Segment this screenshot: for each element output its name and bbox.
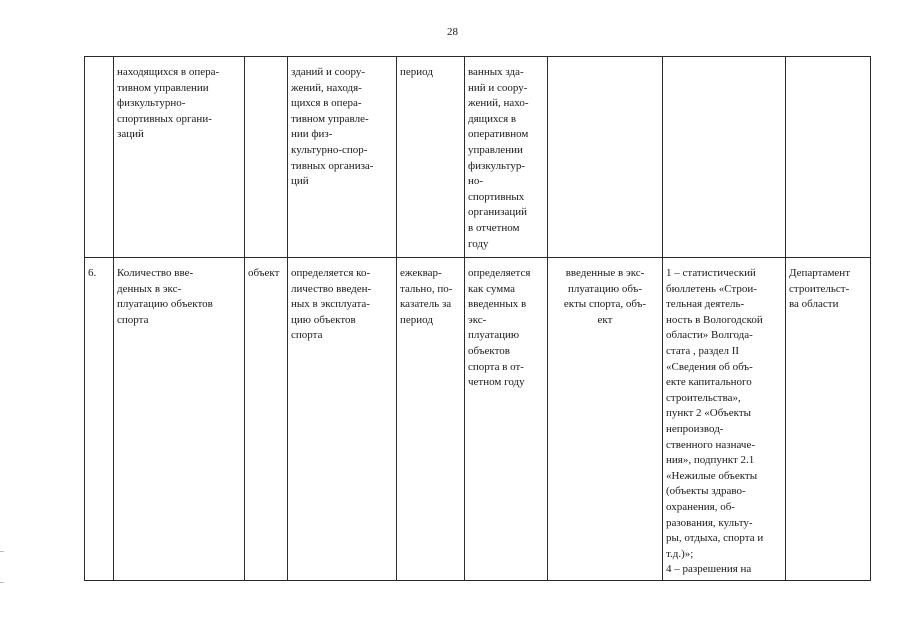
scan-margin-mark	[0, 551, 4, 552]
cell-number	[85, 57, 114, 258]
table-row	[85, 57, 871, 258]
cell-definition: определяется ко- личество введен- ных в эксплуата- цию объектов спорта	[288, 258, 397, 581]
cell-periodicity: ежеквар- тально, по- казатель за период	[397, 258, 465, 581]
scan-margin-mark	[0, 582, 4, 583]
cell-number: 6.	[85, 258, 114, 581]
cell-unit	[245, 57, 288, 258]
cell-basic-indicators: введенные в экс- плуатацию объ- екты спорта, объ- ект	[548, 258, 663, 581]
cell-responsible: Департамент строительст- ва области	[786, 258, 871, 581]
cell-indicator-name: Количество вве- денных в экс- плуатацию объектов спорта	[114, 258, 245, 581]
page-number: 28	[447, 26, 458, 38]
cell-definition: зданий и соору- жений, находя- щихся в опера- тивном управле- нии физ- культурно-спор- тивных организа- ций	[288, 57, 397, 258]
cell-responsible	[786, 57, 871, 258]
cell-data-source: 1 – статистический бюллетень «Строи- тельная деятель- ность в Вологодской области» Волгода- стата , раздел II «Сведения об объ- екте капитального строительства», пункт 2 «Объекты непроизвод- ственного назначе- ния», подпункт 2.1 «Нежилые объекты (объекты здраво- охранения, об- разования, культу- ры, отдыха, спорта и т.д.)»; 4 – разрешения на	[663, 258, 786, 581]
indicator-table	[84, 56, 871, 581]
cell-indicator-name: находящихся в опера- тивном управлении физкультурно- спортивных органи- заций	[114, 57, 245, 258]
cell-unit: объект	[245, 258, 288, 581]
cell-basic-indicators	[548, 57, 663, 258]
cell-formula: определяется как сумма введенных в экс- плуатацию объектов спорта в от- четном году	[465, 258, 548, 581]
table-row	[85, 258, 871, 581]
cell-periodicity: период	[397, 57, 465, 258]
cell-formula: ванных зда- ний и соору- жений, нахо- дящихся в оперативном управлении физкультур- но- спортивных организаций в отчетном году	[465, 57, 548, 258]
cell-data-source	[663, 57, 786, 258]
